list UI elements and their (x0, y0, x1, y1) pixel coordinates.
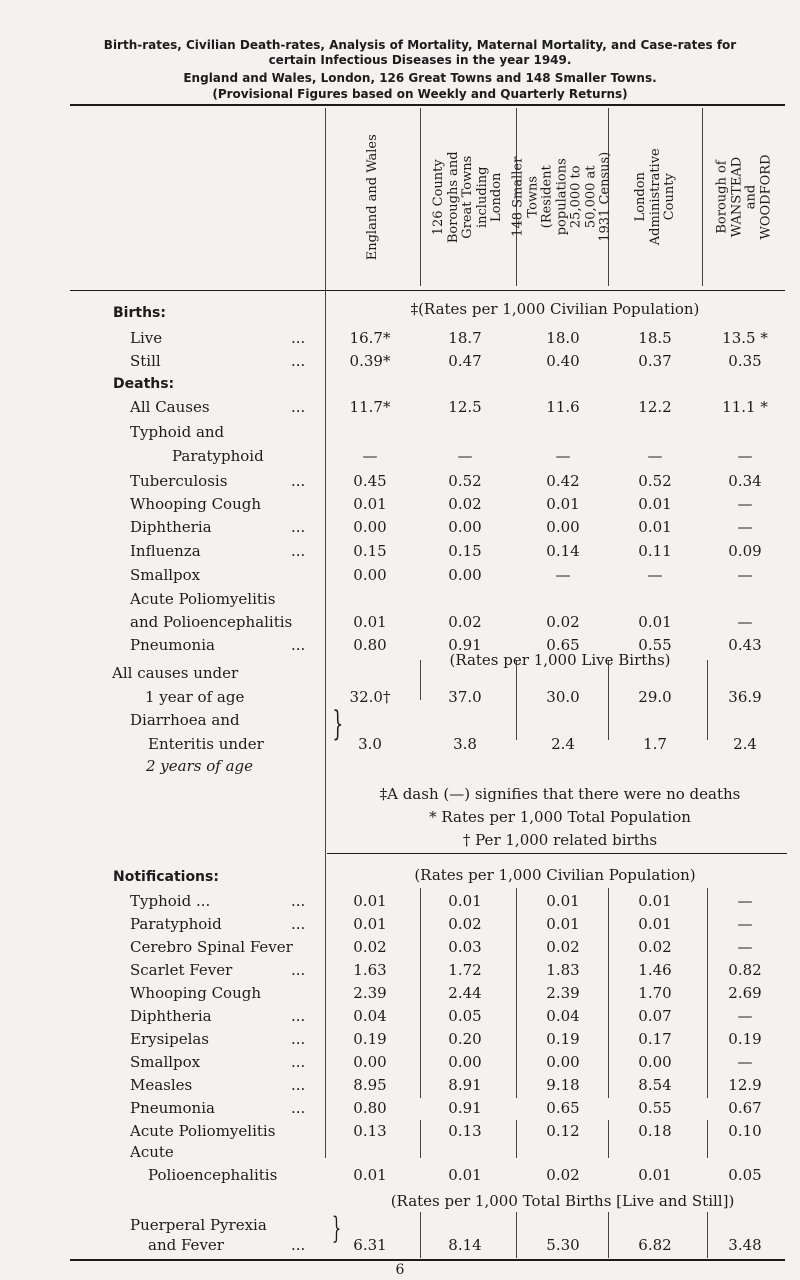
table-row: Typhoid ... ... 0.01 0.01 0.01 0.01 — (130, 892, 753, 910)
table-row: Pneumonia ... 0.80 0.91 0.65 0.55 0.43 (130, 636, 762, 654)
table-row: Tuberculosis ... 0.45 0.52 0.42 0.52 0.34 (130, 472, 762, 490)
births-rate-note: ‡(Rates per 1,000 Civilian Population) (410, 300, 700, 318)
table-row: Scarlet Fever ... 1.63 1.72 1.83 1.46 0.82 (130, 961, 762, 979)
column-header-county-boroughs: 126 County Boroughs and Great Towns including London (430, 151, 504, 243)
table-row: Live ... 16.7* 18.7 18.0 18.5 13.5 * (130, 329, 768, 347)
table-row: Diphtheria ... 0.04 0.05 0.04 0.07 — (130, 1007, 753, 1025)
table-row: 1 year of age 32.0† 37.0 30.0 29.0 36.9 (145, 688, 762, 706)
table-row: Smallpox ... 0.00 0.00 0.00 0.00 — (130, 1053, 753, 1071)
table-row: Pneumonia ... 0.80 0.91 0.65 0.55 0.67 (130, 1099, 762, 1117)
total-births-rate-note: (Rates per 1,000 Total Births [Live and Still]) (390, 1192, 735, 1210)
table-title-line-3: England and Wales, London, 126 Great Towns and 148 Smaller Towns. (183, 71, 657, 85)
table-row: Paratyphoid — — — — — (172, 447, 753, 465)
table-row: and Polioencephalitis 0.01 0.02 0.02 0.01 — (130, 613, 753, 631)
footnote-total-population: * Rates per 1,000 Total Population (429, 808, 691, 826)
table-row: Whooping Cough 2.39 2.44 2.39 1.70 2.69 (130, 984, 762, 1002)
table-row-label: Acute (130, 1143, 174, 1161)
column-divider (420, 1212, 421, 1258)
column-header-smaller-towns: 148 Smaller Towns (Resident populations 25,000 to 50,000 at 1931 Census) (510, 151, 613, 243)
table-row: Whooping Cough 0.01 0.02 0.01 0.01 — (130, 495, 753, 513)
table-row: Paratyphoid ... 0.01 0.02 0.01 0.01 — (130, 915, 753, 933)
table-row: Measles ... 8.95 8.91 9.18 8.54 12.9 (130, 1076, 762, 1094)
deaths-heading: Deaths: (113, 376, 175, 392)
column-divider (608, 1212, 609, 1258)
bottom-rule (70, 1259, 785, 1261)
table-title-line-4: (Provisional Figures based on Weekly and Quarterly Returns) (212, 87, 628, 101)
section-rule (327, 853, 787, 854)
table-title-line-1: Birth-rates, Civilian Death-rates, Analysis of Mortality, Maternal Mortality, and Case-rates for (103, 38, 737, 52)
table-row-label: 2 years of age (146, 757, 254, 775)
table-row-label: All causes under (112, 664, 239, 682)
table-row-label: Diarrhoea and (130, 711, 240, 729)
page-number: 6 (395, 1262, 405, 1278)
table-row: All Causes ... 11.7* 12.5 11.6 12.2 11.1 * (130, 398, 768, 416)
table-row: and Fever ... 6.31 8.14 5.30 6.82 3.48 (148, 1236, 762, 1254)
table-row-label: Typhoid and (130, 423, 225, 441)
notifications-rate-note: (Rates per 1,000 Civilian Population) (414, 866, 696, 884)
live-births-rate-note: (Rates per 1,000 Live Births) (449, 651, 671, 669)
table-row: Influenza ... 0.15 0.15 0.14 0.11 0.09 (130, 542, 762, 560)
table-row-label: Puerperal Pyrexia (130, 1216, 267, 1234)
column-divider (516, 1212, 517, 1258)
column-divider (707, 1212, 708, 1258)
brace-mark: } (332, 704, 344, 744)
table-row: Enteritis under 3.0 3.8 2.4 1.7 2.4 (148, 735, 757, 753)
footnote-dash: ‡A dash (—) signifies that there were no deaths (379, 785, 741, 803)
table-row: Polioencephalitis 0.01 0.01 0.02 0.01 0.05 (148, 1166, 762, 1184)
table-row: Cerebro Spinal Fever 0.02 0.03 0.02 0.02 — (130, 938, 753, 956)
column-header-london: London Administrative County (632, 148, 677, 246)
notifications-heading: Notifications: (113, 869, 219, 885)
footnote-related-births: † Per 1,000 related births (462, 831, 658, 849)
column-header-wanstead: Borough of WANSTEAD and WOODFORD (714, 154, 773, 240)
table-row-label: Acute Poliomyelitis (130, 590, 276, 608)
header-rule (70, 290, 785, 291)
column-header-england-wales: England and Wales (364, 133, 380, 261)
table-row: Acute Poliomyelitis 0.13 0.13 0.12 0.18 0.10 (130, 1122, 762, 1140)
table-title-line-2: certain Infectious Diseases in the year 1949. (268, 53, 572, 67)
table-row: Smallpox 0.00 0.00 — — — (130, 566, 753, 584)
brace-mark: } (331, 1211, 342, 1246)
table-row: Still ... 0.39* 0.47 0.40 0.37 0.35 (130, 352, 762, 370)
top-rule (70, 104, 785, 106)
table-row: Erysipelas ... 0.19 0.20 0.19 0.17 0.19 (130, 1030, 762, 1048)
table-row: Diphtheria ... 0.00 0.00 0.00 0.01 — (130, 518, 753, 536)
births-heading: Births: (113, 305, 166, 321)
